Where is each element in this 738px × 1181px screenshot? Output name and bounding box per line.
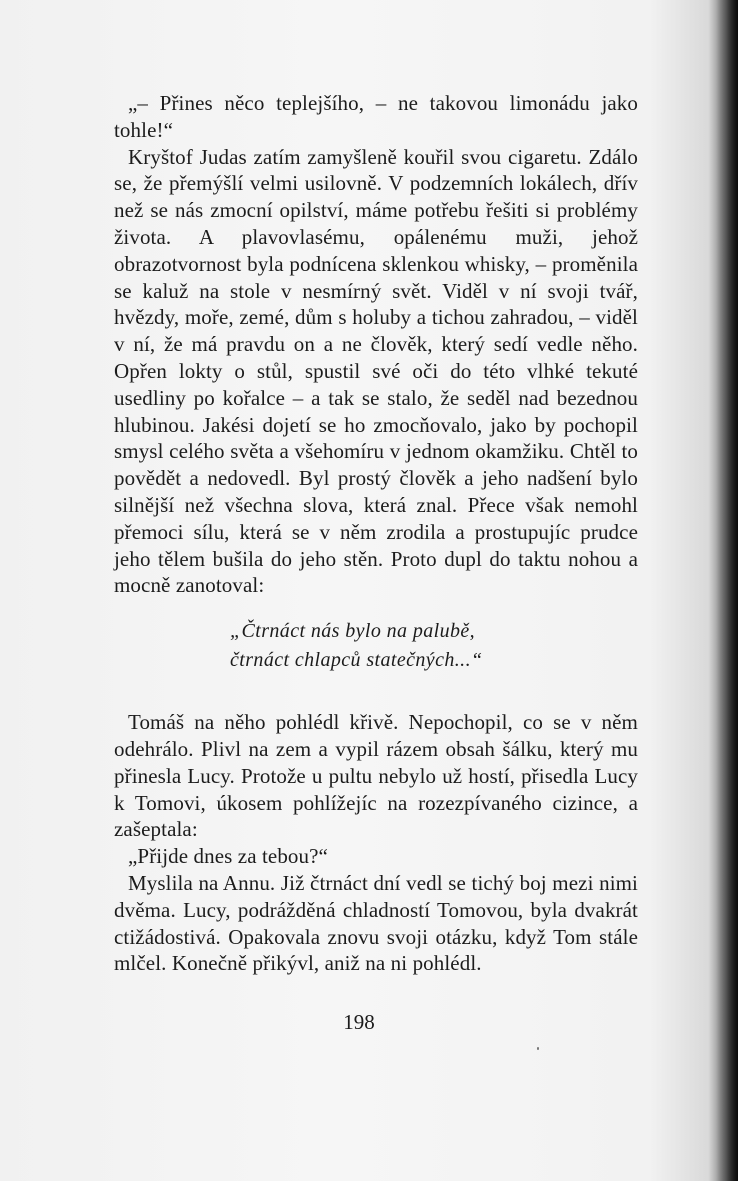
paragraph-1: „– Přines něco teplejšího, – ne takovou limonádu jako tohle!“: [114, 91, 638, 142]
paper-speck: [537, 1047, 539, 1050]
verse-line-1: „Čtrnáct nás bylo na palubě,: [230, 620, 476, 643]
book-gutter-shadow: [716, 0, 738, 1181]
paragraph-4: „Přijde dnes za tebou?“: [128, 844, 328, 869]
page-number: 198: [343, 1010, 375, 1034]
body-text: [114, 90, 638, 977]
verse-line-2: čtrnáct chlapců statečných...“: [230, 649, 483, 672]
song-verse: [114, 617, 638, 675]
paragraph-3: Tomáš na něho pohlédl křivě. Nepochopil, co se v něm odehrálo. Plivl na zem a vypil rázem obsah šálku, který mu přinesla Lucy. Protože u pultu nebylo už hostí, přisedla Lucy k Tomovi, úkosem pohlížejíc na rozezpívaného cizince, a zašeptala:: [114, 710, 638, 842]
paragraph-2: Kryštof Judas zatím zamyšleně kouřil svou cigaretu. Zdálo se, že přemýšlí velmi usilovně. V podzemních lokálech, dřív než se nás zmocní opilství, máme potřebu řešiti si problémy života. A plavovlasému, opálenému muži, jehož obrazotvornost byla podnícena sklenkou whisky, – proměnila se kaluž na stole v nesmírný svět. Viděl v ní svoji tvář, hvězdy, moře, zemé, dům s holuby a tichou zahradou, – viděl v ní, že má pravdu on a ne člověk, který sedí vedle něho. Opřen lokty o stůl, spustil své oči do této vlhké tekuté usedliny po kořalce – a tak se stalo, že seděl nad bezednou hlubinou. Jakési dojetí se ho zmocňovalo, jako by pochopil smysl celého světa a všehomíru v jednom okamžiku. Chtěl to povědět a nedovedl. Byl prostý člověk a jeho nadšení bylo silnější než všechna slova, která znal. Přece však nemohl přemoci sílu, která se v něm zrodila a prostupujíc prudce jeho tělem bušila do jeho stěn. Proto dupl do taktu nohou a mocně zanotoval:: [114, 144, 638, 598]
paragraph-5: Myslila na Annu. Již čtrnáct dní vedl se tichý boj mezi nimi dvěma. Lucy, podrážděná chladností Tomovou, byla dvakrát ctižádostivá. Opakovala znovu svoji otázku, když Tom stále mlčel. Konečně přikývl, aniž na ni pohlédl.: [114, 870, 638, 976]
